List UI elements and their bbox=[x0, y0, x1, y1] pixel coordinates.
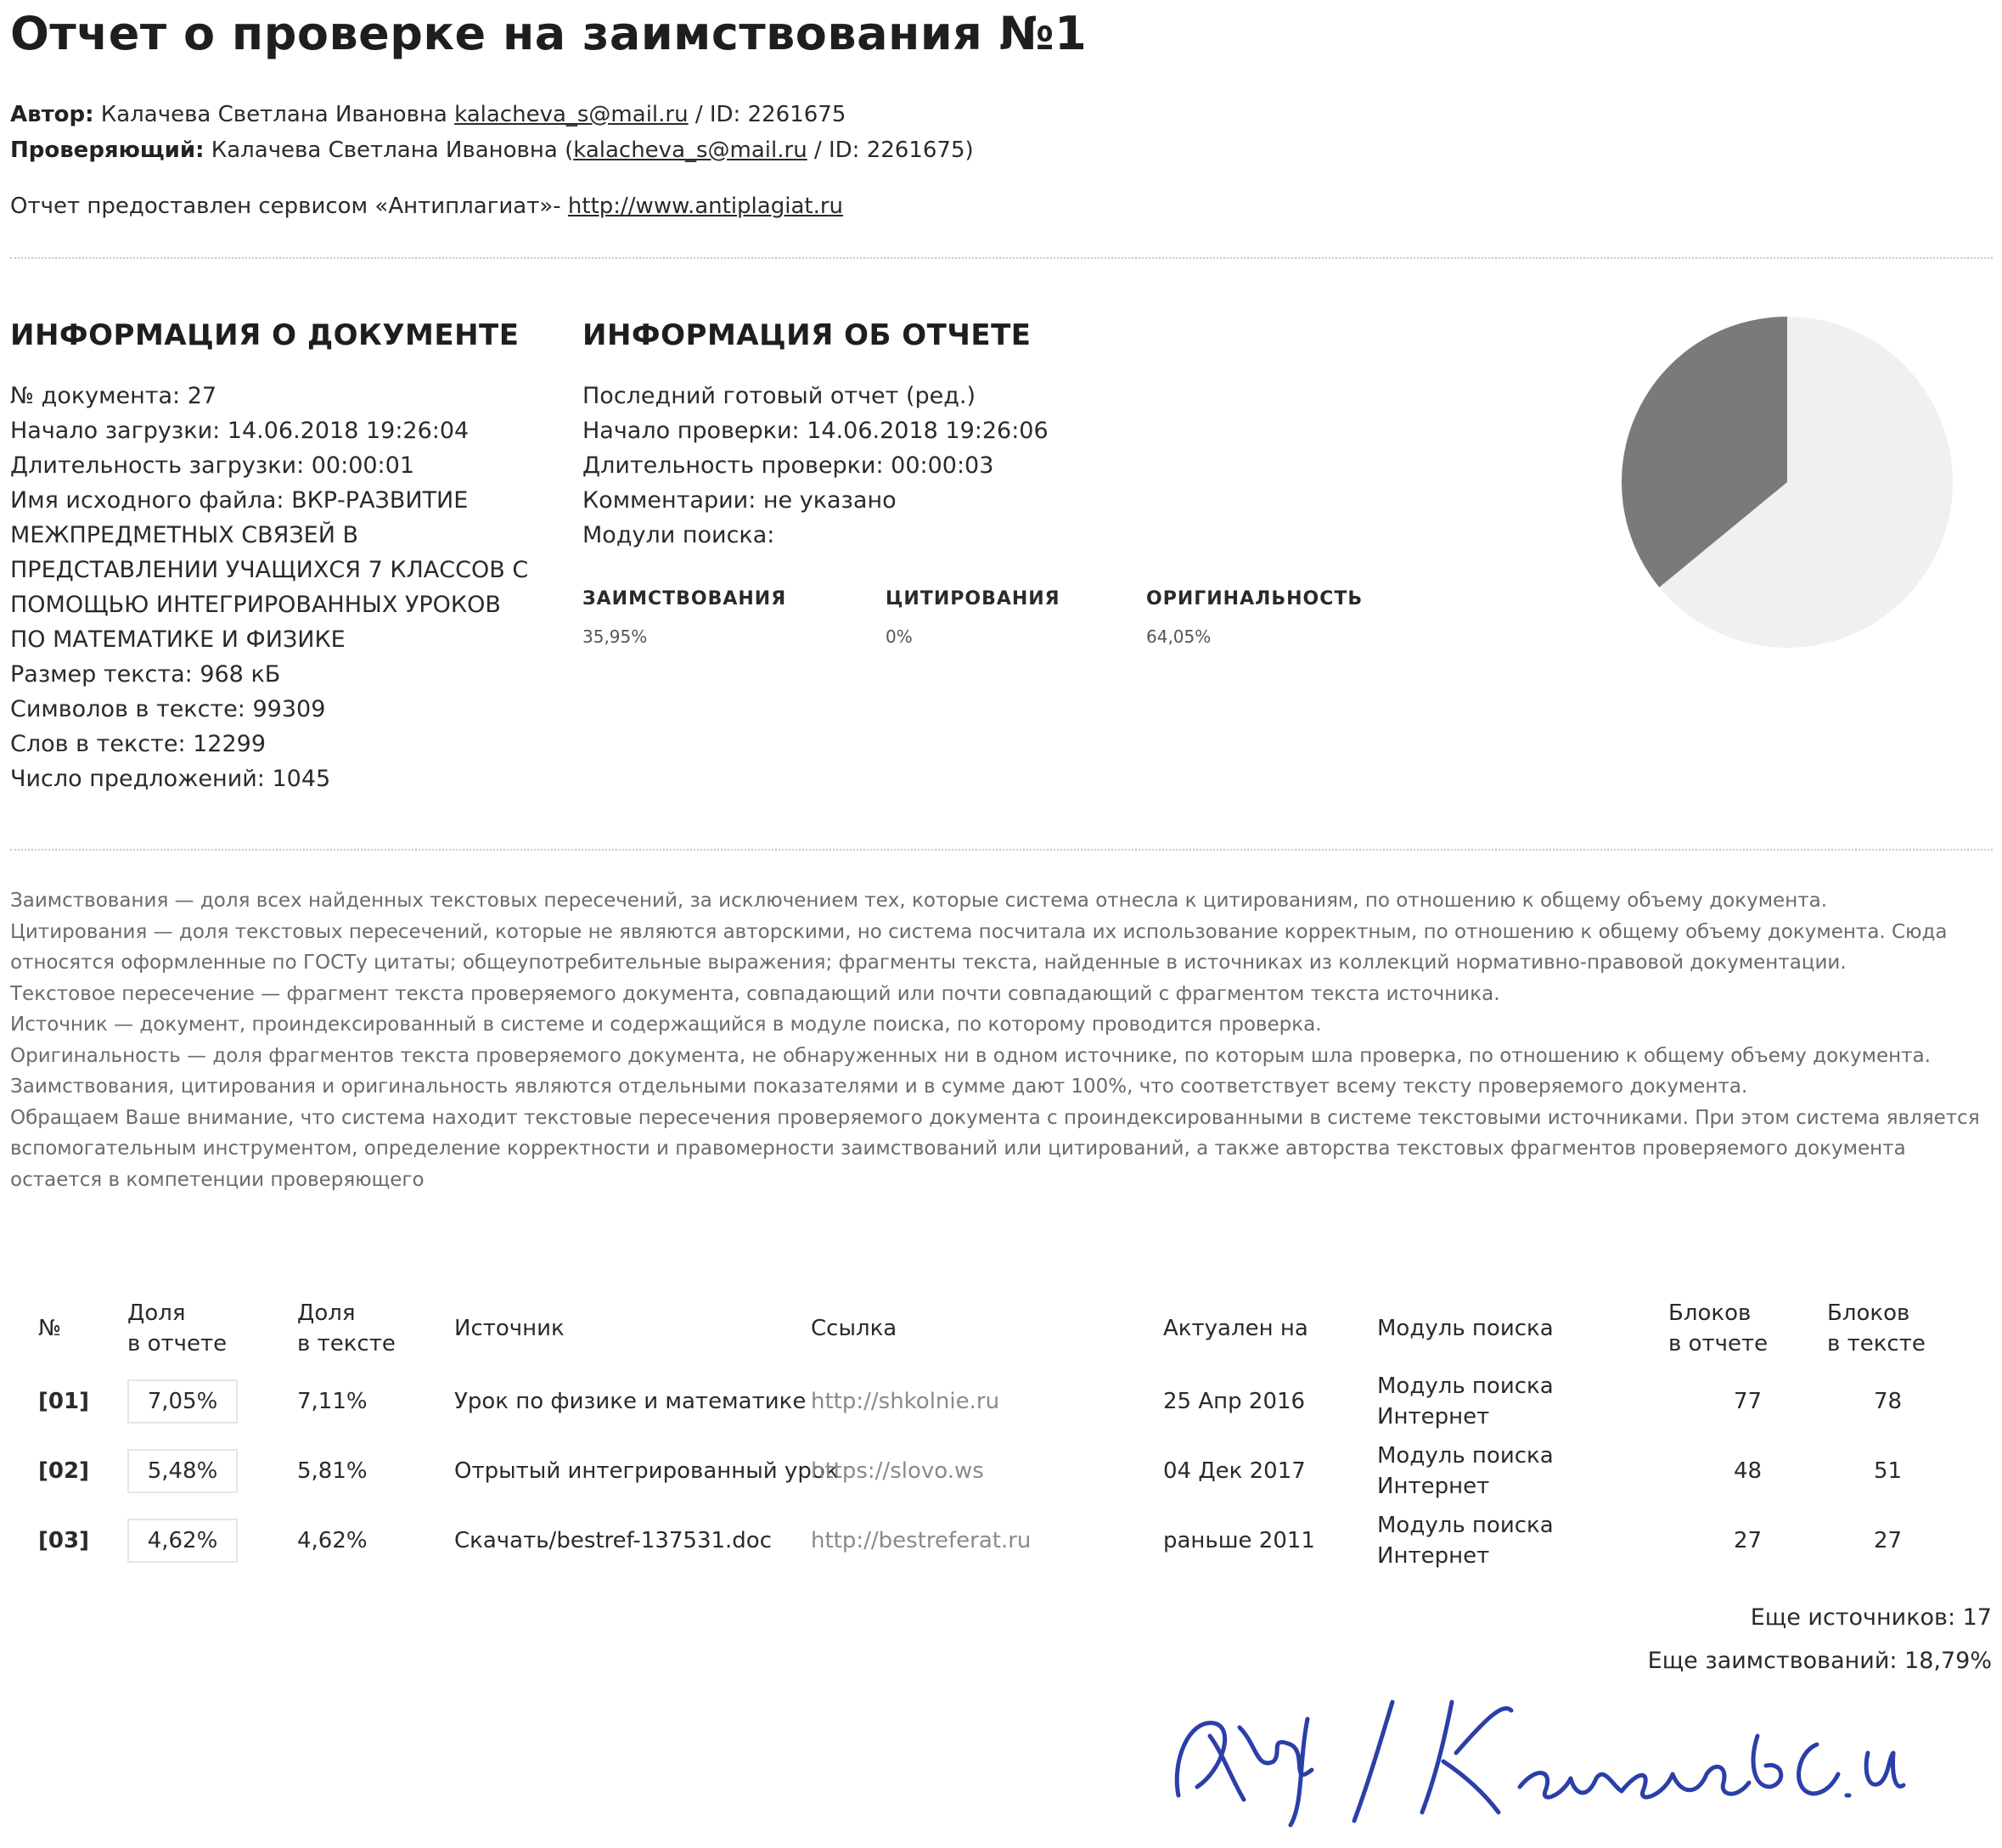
blocks-report: 77 bbox=[1733, 1389, 1763, 1414]
source-name[interactable]: Урок по физике и математике bbox=[454, 1389, 807, 1415]
author-id: / ID: 2261675 bbox=[695, 102, 846, 127]
glossary-item: Заимствования — доля всех найденных текстовых пересечений, за исключением тех, которые система отнесла к цитированиям, по отношению к общему объему документа. bbox=[10, 890, 1828, 912]
checker-line bbox=[10, 138, 974, 163]
table-row[interactable] bbox=[38, 1367, 1949, 1436]
provided-by-text: Отчет предоставлен сервисом «Антиплагиат»- bbox=[10, 194, 568, 219]
doc-info-line: ПОМОЩЬЮ ИНТЕГРИРОВАННЫХ УРОКОВ bbox=[10, 592, 501, 618]
doc-info-line: ПРЕДСТАВЛЕНИИ УЧАЩИХСЯ 7 КЛАССОВ С bbox=[10, 557, 529, 583]
col-blocks-text: Блоков в тексте bbox=[1827, 1300, 1926, 1357]
author-line bbox=[10, 102, 846, 127]
more-sources: Еще источников: 17 bbox=[1750, 1604, 1992, 1631]
share-text: 7,11% bbox=[297, 1389, 368, 1414]
originality-label: ОРИГИНАЛЬНОСТЬ bbox=[1146, 588, 1364, 609]
author-email-link[interactable]: kalacheva_s@mail.ru bbox=[454, 102, 689, 127]
source-name[interactable]: Скачать/bestref-137531.doc bbox=[454, 1528, 773, 1554]
actual-date: 04 Дек 2017 bbox=[1163, 1458, 1306, 1484]
actual-date: 25 Апр 2016 bbox=[1163, 1389, 1306, 1414]
report-info-line: Комментарии: не указано bbox=[582, 487, 897, 514]
table-row[interactable] bbox=[38, 1506, 1949, 1576]
citation-label: ЦИТИРОВАНИЯ bbox=[886, 588, 1060, 609]
report-info-list bbox=[582, 379, 1049, 553]
report-info-line: Длительность проверки: 00:00:03 bbox=[582, 452, 994, 479]
share-text: 5,81% bbox=[297, 1458, 368, 1484]
report-info-line: Модули поиска: bbox=[582, 522, 775, 548]
doc-info-line: МЕЖПРЕДМЕТНЫХ СВЯЗЕЙ В bbox=[10, 522, 359, 548]
citation-value: 0% bbox=[886, 626, 913, 647]
glossary-item: Цитирования — доля текстовых пересечений, которые не являются авторскими, но система посчитала их использование корректным, по отношению к общему объему документа. Сюда относятся оформленные по ГОСТу цитаты; общеупотребительные выражения; фрагменты текста, найденные в источниках из коллекций нормативно-правовой документации. bbox=[10, 920, 1948, 974]
search-module: Модуль поиска Интернет bbox=[1377, 1373, 1554, 1430]
glossary-item: Заимствования, цитирования и оригинальность являются отдельными показателями и в сумме дают 100%, что соответствует всему тексту проверяемого документа. bbox=[10, 1076, 1748, 1098]
doc-info-line: Имя исходного файла: ВКР-РАЗВИТИЕ bbox=[10, 487, 469, 514]
report-info-line: Начало проверки: 14.06.2018 19:26:06 bbox=[582, 418, 1049, 444]
report-info-line: Последний готовый отчет (ред.) bbox=[582, 383, 976, 409]
col-share-text: Доля в тексте bbox=[297, 1300, 396, 1357]
col-blocks-report: Блоков в отчете bbox=[1668, 1300, 1769, 1357]
blocks-report: 27 bbox=[1733, 1528, 1763, 1553]
blocks-text: 27 bbox=[1873, 1528, 1903, 1553]
col-module: Модуль поиска bbox=[1377, 1316, 1554, 1341]
share-report-badge: 7,05% bbox=[127, 1379, 238, 1424]
col-num: № bbox=[38, 1316, 62, 1341]
col-source: Источник bbox=[454, 1316, 565, 1341]
checker-id: / ID: 2261675) bbox=[813, 138, 974, 163]
glossary-item: Текстовое пересечение — фрагмент текста проверяемого документа, совпадающий или почти совпадающий с фрагментом текста источника. bbox=[10, 982, 1500, 1005]
checker-name: Калачева Светлана Ивановна ( bbox=[211, 138, 574, 163]
search-module: Модуль поиска Интернет bbox=[1377, 1513, 1554, 1569]
glossary-item: Оригинальность — доля фрагментов текста проверяемого документа, не обнаруженных ни в одном источнике, по которым шла проверка, по отношению к общему объему документа. bbox=[10, 1044, 1931, 1067]
doc-info-line: Размер текста: 968 кБ bbox=[10, 661, 281, 688]
share-text: 4,62% bbox=[297, 1528, 368, 1553]
source-name[interactable]: Отрытый интегрированный урок bbox=[454, 1458, 839, 1485]
source-link[interactable]: https://slovo.ws bbox=[811, 1458, 984, 1484]
blocks-text: 78 bbox=[1873, 1389, 1903, 1414]
originality-value: 64,05% bbox=[1146, 626, 1212, 647]
source-link[interactable]: http://bestreferat.ru bbox=[811, 1528, 1032, 1553]
blocks-text: 51 bbox=[1873, 1458, 1903, 1484]
report-title: Отчет о проверке на заимствования №1 bbox=[10, 7, 1088, 60]
sources-table bbox=[38, 1290, 1949, 1576]
borrowing-label: ЗАИМСТВОВАНИЯ bbox=[582, 588, 787, 609]
checker-label: Проверяющий: bbox=[10, 138, 205, 163]
doc-info-list bbox=[10, 379, 528, 796]
doc-info-heading: ИНФОРМАЦИЯ О ДОКУМЕНТЕ bbox=[10, 318, 520, 352]
glossary-item: Источник — документ, проиндексированный в системе и содержащийся в модуле поиска, по которому проводится проверка. bbox=[10, 1014, 1322, 1036]
table-header-row bbox=[38, 1290, 1949, 1367]
source-link[interactable]: http://shkolnie.ru bbox=[811, 1389, 1000, 1414]
report-info-heading: ИНФОРМАЦИЯ ОБ ОТЧЕТЕ bbox=[582, 318, 1032, 352]
divider-top bbox=[10, 257, 1993, 259]
row-num: [03] bbox=[38, 1528, 89, 1553]
share-report-badge: 5,48% bbox=[127, 1449, 238, 1493]
row-num: [02] bbox=[38, 1458, 89, 1484]
col-share-report: Доля в отчете bbox=[127, 1300, 228, 1357]
author-name: Калачева Светлана Ивановна bbox=[100, 102, 447, 127]
doc-info-line: Длительность загрузки: 00:00:01 bbox=[10, 452, 415, 479]
col-actual: Актуален на bbox=[1163, 1316, 1308, 1341]
originality-pie-chart bbox=[1617, 312, 1957, 652]
handwritten-signature bbox=[1163, 1685, 1910, 1829]
glossary bbox=[10, 885, 1988, 1195]
table-row[interactable] bbox=[38, 1436, 1949, 1506]
share-report-badge: 4,62% bbox=[127, 1519, 238, 1563]
doc-info-line: ПО МАТЕМАТИКЕ И ФИЗИКЕ bbox=[10, 626, 346, 653]
borrowing-value: 35,95% bbox=[582, 626, 648, 647]
doc-info-line: Начало загрузки: 14.06.2018 19:26:04 bbox=[10, 418, 470, 444]
service-url-link[interactable]: http://www.antiplagiat.ru bbox=[567, 194, 844, 219]
divider-middle bbox=[10, 849, 1993, 851]
blocks-report: 48 bbox=[1733, 1458, 1763, 1484]
col-link: Ссылка bbox=[811, 1316, 897, 1341]
doc-info-line: Слов в тексте: 12299 bbox=[10, 731, 267, 757]
more-borrowings: Еще заимствований: 18,79% bbox=[1647, 1648, 1992, 1674]
row-num: [01] bbox=[38, 1389, 89, 1414]
doc-info-line: Число предложений: 1045 bbox=[10, 766, 331, 792]
actual-date: раньше 2011 bbox=[1163, 1528, 1315, 1553]
glossary-item: Обращаем Ваше внимание, что система находит текстовые пересечения проверяемого документа с проиндексированными в системе текстовыми источниками. При этом система является вспомогательным инструментом, определение корректности и правомерности заимствований или цитирований, а также авторства текстовых фрагментов проверяемого документа остается в компетенции проверяющего bbox=[10, 1106, 1980, 1191]
checker-email-link[interactable]: kalacheva_s@mail.ru bbox=[573, 138, 807, 163]
doc-info-line: Символов в тексте: 99309 bbox=[10, 696, 326, 722]
doc-info-line: № документа: 27 bbox=[10, 383, 217, 409]
author-label: Автор: bbox=[10, 102, 94, 127]
search-module: Модуль поиска Интернет bbox=[1377, 1443, 1554, 1499]
provided-by-line bbox=[10, 194, 843, 219]
